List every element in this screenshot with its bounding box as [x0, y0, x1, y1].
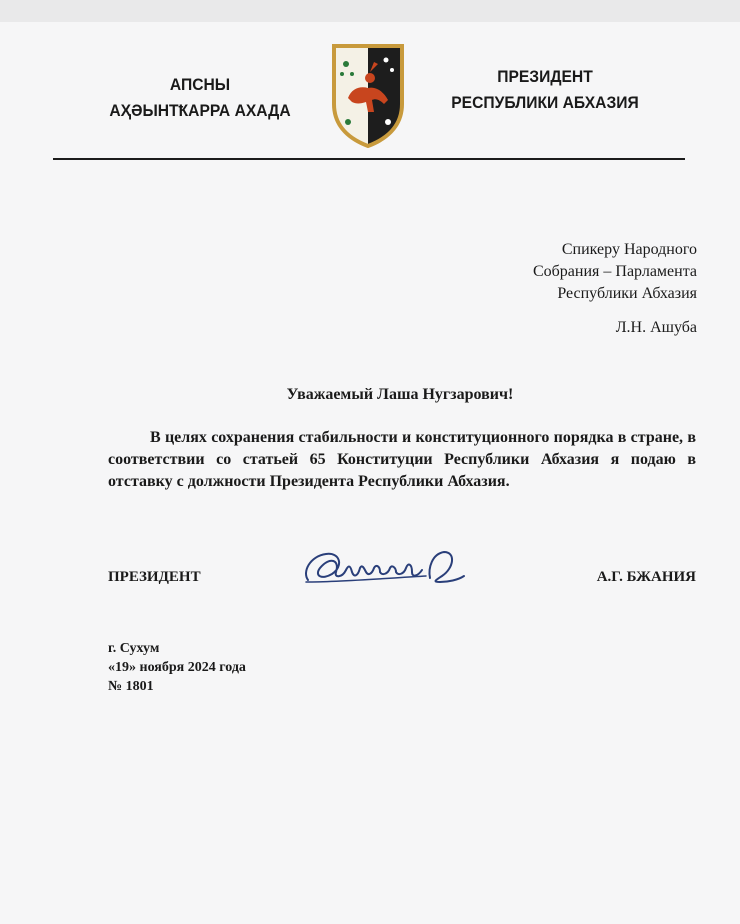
handwritten-signature-icon [300, 542, 470, 592]
salutation: Уважаемый Лаша Нугзарович! [286, 386, 514, 403]
header-left-line2: АҲӘЫНТҞАРРА АХАДА [109, 101, 291, 120]
letter-page [0, 22, 740, 924]
header-right-line2: РЕСПУБЛИКИ АБХАЗИЯ [451, 93, 639, 112]
footer-city: г. Сухум [108, 641, 160, 656]
addressee-block [533, 239, 697, 339]
letter-body-paragraph: В целях сохранения стабильности и конституционного порядка в стране, в соответствии со статьей 65 Конституции Республики Абхазия я подаю в отставку с должности Президента Республики Абхазия. [108, 429, 696, 490]
header-divider [53, 158, 685, 160]
footer-number: № 1801 [108, 679, 154, 694]
document-footer [108, 639, 246, 696]
header-left-line1: АПСНЫ [169, 75, 231, 94]
addressee-line2: Собрания – Парламента [532, 263, 697, 280]
abkhazia-coat-of-arms-icon [330, 42, 406, 148]
signatory-name: А.Г. БЖАНИЯ [596, 569, 696, 585]
header-left [99, 72, 301, 124]
header-right-line1: ПРЕЗИДЕНТ [497, 67, 593, 86]
header-right [435, 64, 656, 116]
addressee-line1: Спикеру Народного [561, 241, 697, 258]
signatory-title: ПРЕЗИДЕНТ [108, 569, 201, 585]
footer-date: «19» ноября 2024 года [108, 660, 246, 675]
addressee-name: Л.Н. Ашуба [615, 319, 697, 336]
letter-body [108, 427, 696, 493]
addressee-line3: Республики Абхазия [557, 285, 697, 302]
